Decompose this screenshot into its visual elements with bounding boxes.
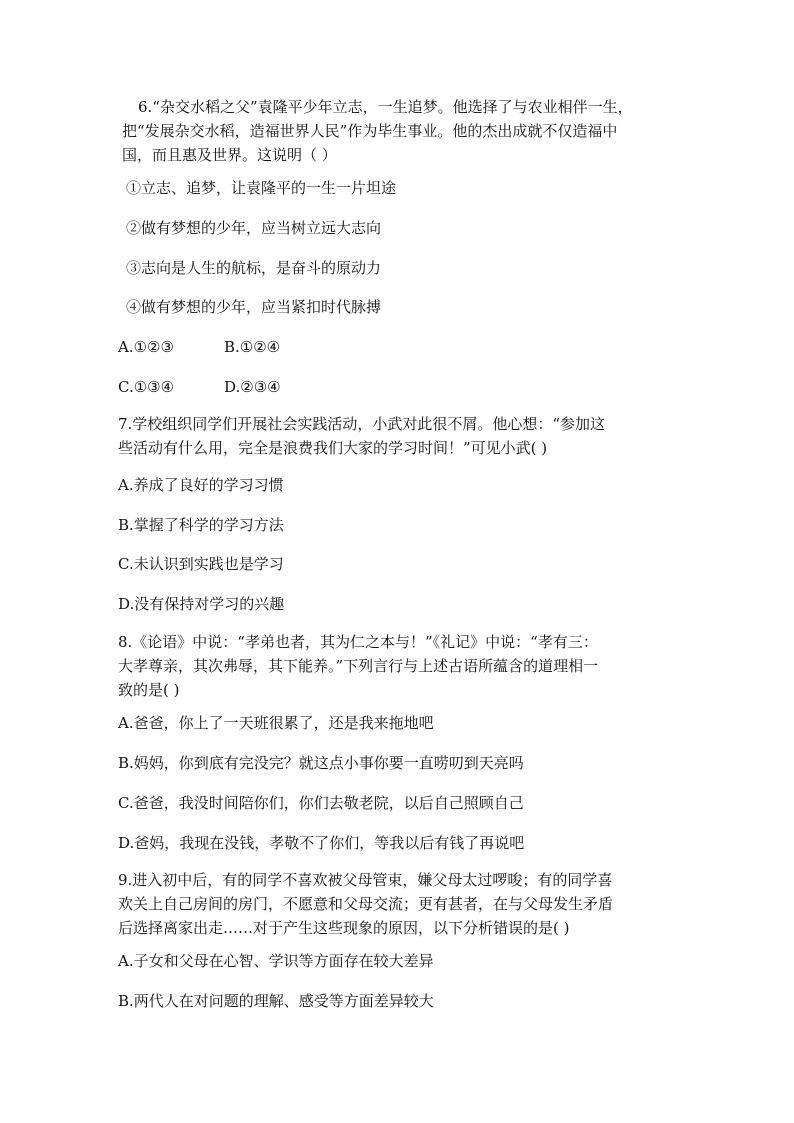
question-9-stem-line-1: 9.进入初中后，有的同学不喜欢被父母管束，嫌父母太过啰唆；有的同学喜 xyxy=(118,871,613,889)
question-6-option-d: D.②③④ xyxy=(224,378,281,396)
question-7-option-d: D.没有保持对学习的兴趣 xyxy=(118,595,285,613)
question-9-option-a: A.子女和父母在心智、学识等方面存在较大差异 xyxy=(118,952,434,970)
question-7-stem-line-2: 些活动有什么用，完全是浪费我们大家的学习时间！”可见小武( ) xyxy=(118,439,548,457)
question-6-option-c: C.①③④ xyxy=(118,378,175,396)
question-8-option-a: A.爸爸，你上了一天班很累了，还是我来拖地吧 xyxy=(118,714,434,732)
question-9-stem-line-2: 欢关上自己房间的房门，不愿意和父母交流；更有甚者，在与父母发生矛盾 xyxy=(118,895,614,913)
question-7-stem xyxy=(118,413,605,459)
question-9-stem xyxy=(118,869,613,939)
question-8-option-b: B.妈妈，你到底有完没完？就这点小事你要一直唠叨到天亮吗 xyxy=(118,754,524,772)
question-9-option-b: B.两代人在对问题的理解、感受等方面差异较大 xyxy=(118,992,434,1010)
question-6-statement-4: ④做有梦想的少年，应当紧扣时代脉搏 xyxy=(126,298,382,316)
question-6-stem-cont xyxy=(122,120,617,166)
question-6-statement-1: ①立志、追梦，让袁隆平的一生一片坦途 xyxy=(126,179,397,197)
question-6-statement-2: ②做有梦想的少年，应当树立远大志向 xyxy=(126,219,382,237)
question-7-option-c: C.未认识到实践也是学习 xyxy=(118,555,284,573)
question-7-option-a: A.养成了良好的学习习惯 xyxy=(118,476,284,494)
question-8-option-d: D.爸妈，我现在没钱，孝敬不了你们，等我以后有钱了再说吧 xyxy=(118,834,525,852)
question-6-option-a: A.①②③ xyxy=(118,338,174,356)
question-8-stem-line-1: 8.《论语》中说：“孝弟也者，其为仁之本与！”《礼记》中说：“孝有三： xyxy=(118,633,598,651)
question-7-option-b: B.掌握了科学的学习方法 xyxy=(118,516,284,534)
question-8-stem xyxy=(118,631,598,701)
question-9-stem-line-3: 后选择离家出走……对于产生这些现象的原因，以下分析错误的是( ) xyxy=(118,919,570,937)
question-6-stem xyxy=(138,96,633,118)
question-6-stem-line-3: 国，而且惠及世界。这说明（ ） xyxy=(122,146,337,164)
question-7-stem-line-1: 7.学校组织同学们开展社会实践活动，小武对此很不屑。他心想：“参加这 xyxy=(118,415,605,433)
question-6-stem-line-2: 把“发展杂交水稻，造福世界人民”作为毕生事业。他的杰出成就不仅造福中 xyxy=(122,122,618,140)
question-6-statement-3: ③志向是人生的航标，是奋斗的原动力 xyxy=(126,259,382,277)
question-8-option-c: C.爸爸，我没时间陪你们，你们去敬老院，以后自己照顾自己 xyxy=(118,794,524,812)
question-8-stem-line-2: 大孝尊亲，其次弗辱，其下能养。”下列言行与上述古语所蕴含的道理相一 xyxy=(118,657,599,675)
question-6-stem-line-1: 6.“杂交水稻之父”袁隆平少年立志，一生追梦。他选择了与农业相伴一生， xyxy=(138,98,633,116)
question-6-option-b: B.①②④ xyxy=(224,338,281,356)
question-8-stem-line-3: 致的是( ) xyxy=(118,681,180,699)
